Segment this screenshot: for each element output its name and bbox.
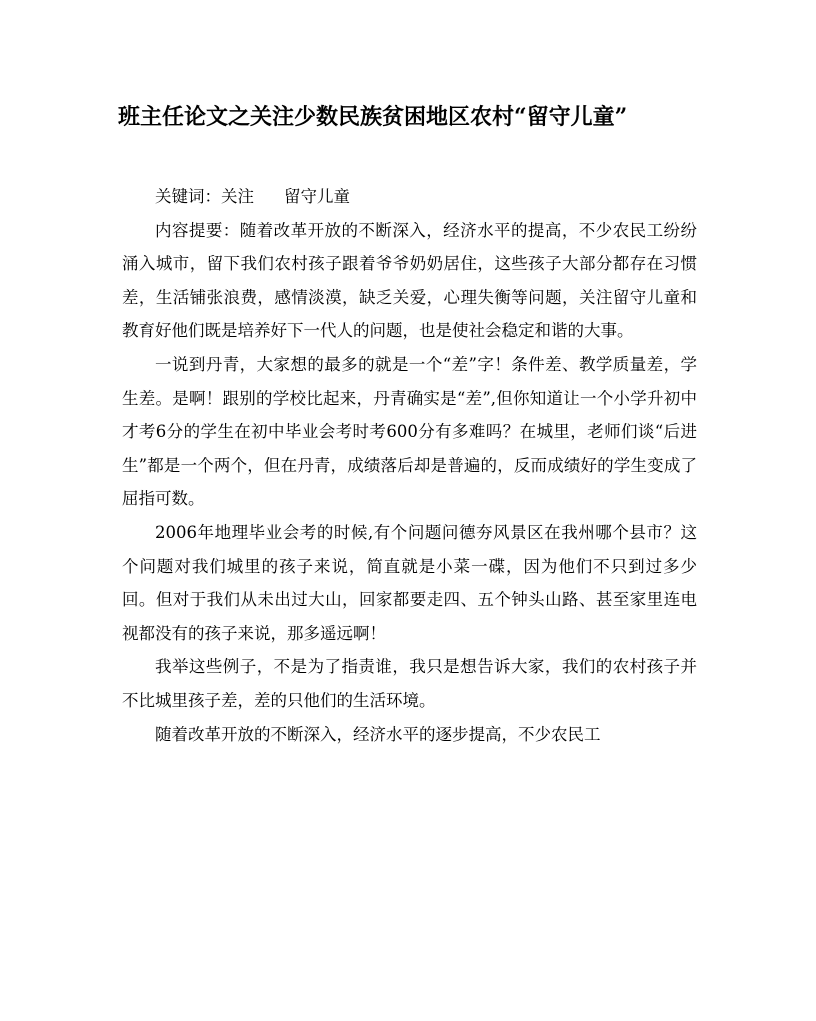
- document-title: 班主任论文之关注少数民族贫困地区农村“留守儿童”: [118, 104, 628, 130]
- keywords-line: [122, 180, 697, 214]
- paragraph: 2006年地理毕业会考的时候,有个问题问德夯风景区在我州哪个县市？这个问题对我们城里的孩子来说，简直就是小菜一碟，因为他们不只到过多少回。但对于我们从未出过大山，回家都要走四、五个钟头山路、甚至家里连电视都没有的孩子来说，那多遥远啊！: [122, 522, 697, 643]
- document-body: [122, 180, 697, 751]
- keyword-term: 关注: [221, 187, 254, 206]
- paragraph: 一说到丹青，大家想的最多的就是一个“差”字！条件差、教学质量差，学生差。是啊！跟别的学校比起来，丹青确实是“差”,但你知道让一个小学升初中才考6分的学生在初中毕业会考时考600分有多难吗？在城里，老师们谈“后进生”都是一个两个，但在丹青，成绩落后却是普遍的，反而成绩好的学生变成了屈指可数。: [122, 354, 697, 509]
- paragraph: 我举这些例子，不是为了指责谁，我只是想告诉大家，我们的农村孩子并不比城里孩子差，差的只他们的生活环境。: [122, 657, 697, 710]
- keywords-label: 关键词：: [155, 187, 221, 206]
- paragraph: 随着改革开放的不断深入，经济水平的逐步提高，不少农民工: [155, 724, 601, 744]
- paragraph-abstract: 内容提要：随着改革开放的不断深入，经济水平的提高，不少农民工纷纷涌入城市，留下我们农村孩子跟着爷爷奶奶居住，这些孩子大部分都存在习惯差，生活铺张浪费，感情淡漠，缺乏关爱，心理失衡等问题，关注留守儿童和教育好他们既是培养好下一代人的问题，也是使社会稳定和谐的大事。: [122, 220, 697, 341]
- keyword-term: 留守儿童: [284, 187, 350, 206]
